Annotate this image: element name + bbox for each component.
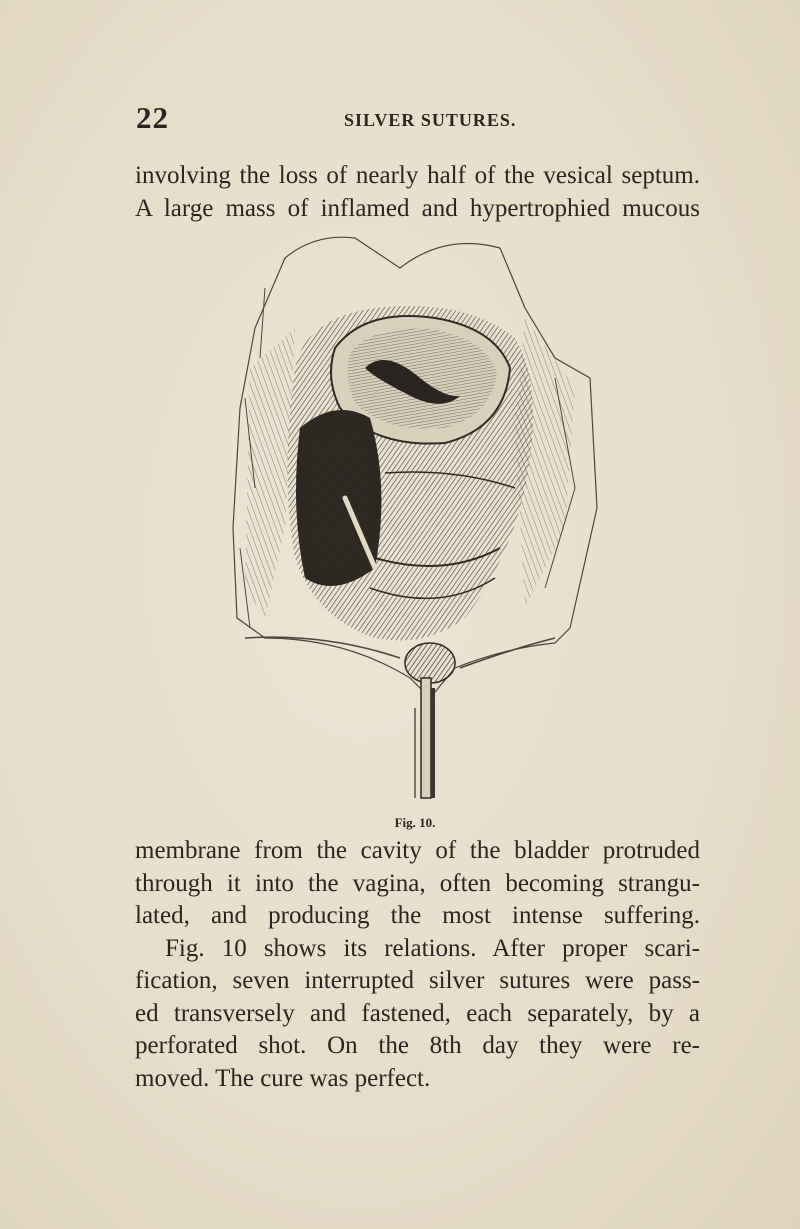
text-line: lated, and producing the most intense suffering. xyxy=(135,902,700,929)
text-line: ed transversely and fastened, each separately, by a xyxy=(135,999,700,1027)
text-line: membrane from the cavity of the bladder protruded xyxy=(135,837,700,864)
paragraph-top xyxy=(135,160,700,225)
page-header xyxy=(136,100,696,140)
text-line: perforated shot. On the 8th day they were re- xyxy=(135,1032,700,1059)
paragraph-bottom xyxy=(135,835,700,1095)
text-line: A large mass of inflamed and hypertrophied mucous xyxy=(135,194,700,222)
text-line: involving the loss of nearly half of the vesical septum. xyxy=(135,162,700,189)
running-head: SILVER SUTURES. xyxy=(344,110,517,130)
text-line: moved. The cure was perfect. xyxy=(135,1064,431,1092)
text-line: through it into the vagina, often becoming strangu- xyxy=(135,869,700,897)
page-number: 22 xyxy=(136,100,169,135)
figure-caption: Fig. 10. xyxy=(394,815,436,830)
anatomical-illustration xyxy=(225,228,610,808)
text-line: Fig. 10 shows its relations. After proper scari- xyxy=(165,934,700,962)
text-line: fication, seven interrupted silver sutures were pass- xyxy=(135,967,700,994)
